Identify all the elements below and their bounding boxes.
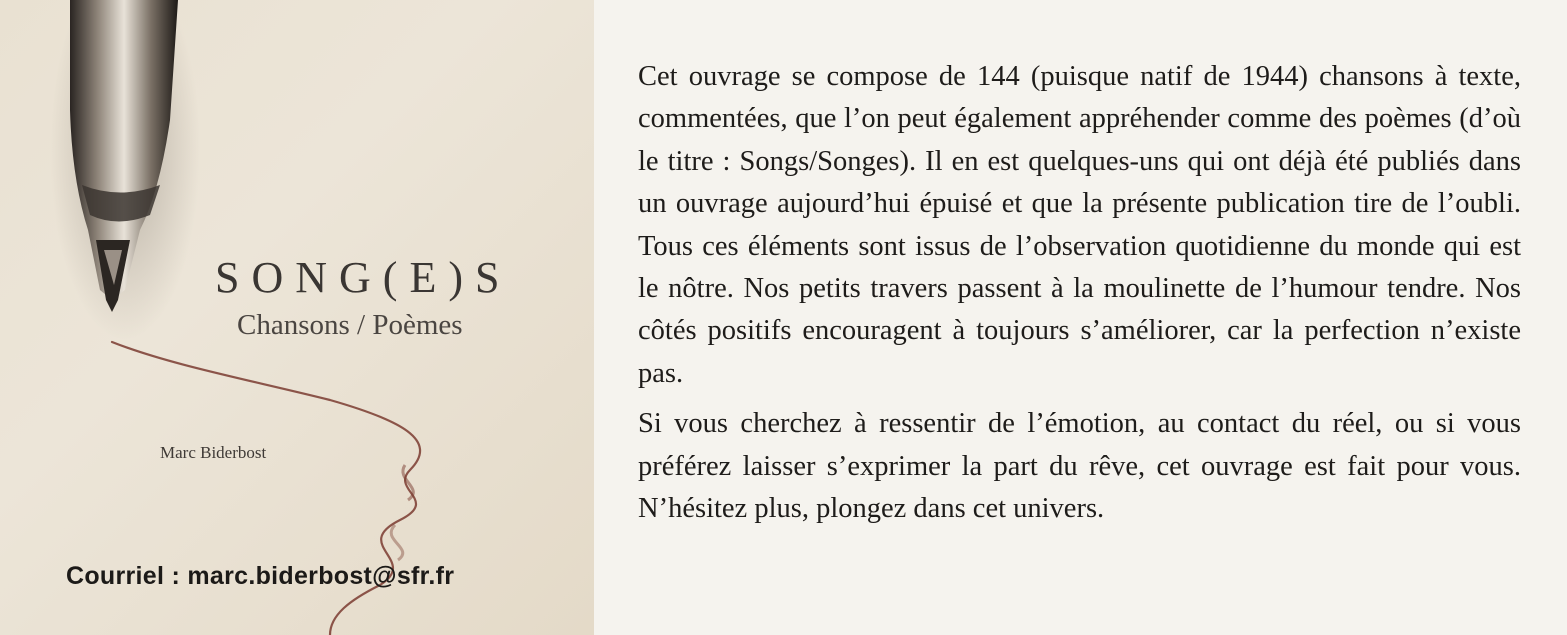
description-paragraph-1: Cet ouvrage se compose de 144 (puisque natif de 1944) chansons à texte, commentées, que l’on peut également appréhender comme des poèmes (d’où le titre : Songs/Songes). Il en est quelques-uns qui ont déjà été publiés dans un ouvrage aujourd’hui épuisé et que la présente publication tire de l’oubli. Tous ces éléments sont issus de l’observation quotidienne du monde qui est le nôtre. Nos petits travers passent à la moulinette de l’humour tendre. Nos côtés positifs encouragent à toujours s’améliorer, car la perfection n’existe pas. [638,61,1521,389]
book-subtitle: Chansons / Poèmes [237,309,463,341]
contact-email: Courriel : marc.biderbost@sfr.fr [66,562,455,590]
book-cover [0,0,594,635]
book-title: SONG(E)S [215,253,512,302]
author-name: Marc Biderbost [160,443,267,462]
description-paragraph-2: Si vous cherchez à ressentir de l’émotion, au contact du réel, ou si vous préférez laisser s’exprimer la part du rêve, cet ouvrage est fait pour vous. N’hésitez plus, plongez dans cet univers. [638,408,1521,525]
description-panel [594,0,1567,635]
